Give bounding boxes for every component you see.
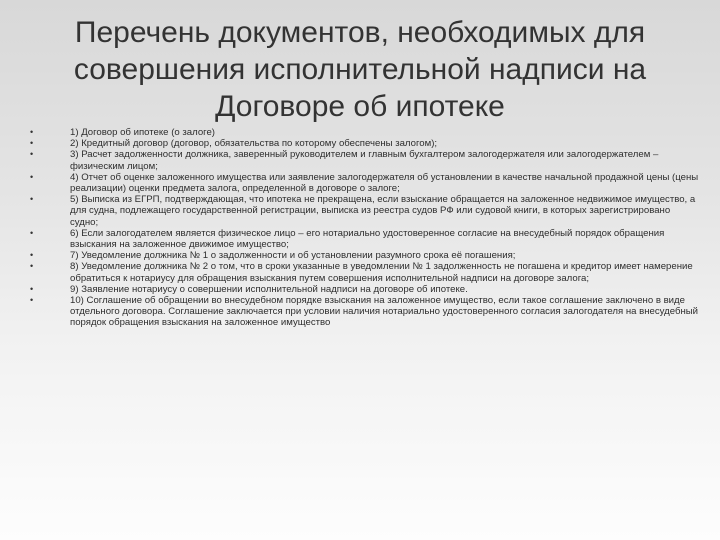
list-item-text: 2) Кредитный договор (договор, обязательства по которому обеспечены залогом); — [70, 138, 438, 150]
list-item-text: 3) Расчет задолженности должника, заверенный руководителем и главным бухгалтером залогодержателя или залогодержателем – физическим лицом; — [70, 149, 659, 172]
bullet-icon: • — [30, 261, 34, 272]
bullet-icon: • — [30, 127, 34, 137]
list-item-text: 6) Если залогодателем является физическое лицо – его нотариально удостоверенное согласие на внесудебный порядок обращения взыскания на заложенное движимое имущество; — [70, 227, 665, 251]
bullet-icon: • — [30, 149, 34, 160]
list-item — [30, 194, 700, 228]
list-item-text: 4) Отчет об оценке заложенного имущества или заявление залогодержателя об установлении в качестве начальной продажной цены (цены реализации) оценки предмета залога, определенной в договоре о залоге; — [70, 171, 699, 195]
document-list — [30, 127, 700, 329]
bullet-icon: • — [30, 295, 34, 306]
list-item — [30, 284, 700, 295]
bullet-icon: • — [30, 250, 34, 261]
list-item-text: 8) Уведомление должника № 2 о том, что в сроки указанные в уведомлении № 1 задолженность не погашена и кредитор имеет намерение обратиться к нотариусу для обращения взыскания путем совершения исполнительной надписи на договоре залога; — [70, 261, 693, 284]
bullet-icon: • — [30, 194, 34, 205]
list-item — [30, 295, 700, 329]
list-item — [30, 149, 700, 171]
list-item-text: 1) Договор об ипотеке (о залоге) — [70, 127, 215, 138]
list-item-text: 7) Уведомление должника № 1 о задолженности и об установлении разумного срока её погашения; — [70, 250, 516, 262]
list-item-text: 10) Соглашение об обращении во внесудебном порядке взыскания на заложенное имущество, если такое соглашение заключено в виде отдельного договора. Соглашение заключается при условии наличия нотариально удостоверенного согласия залогодателя на внесудебный порядок обращения взыскания на заложенное имущество — [70, 295, 699, 329]
list-item — [30, 172, 700, 194]
bullet-icon: • — [30, 227, 34, 238]
list-item — [30, 250, 700, 261]
bullet-icon: • — [30, 138, 34, 149]
slide-title: Перечень документов, необходимых для совершения исполнительной надписи на Договоре об ипотеке — [73, 16, 647, 123]
list-item — [30, 261, 700, 283]
list-item-text: 5) Выписка из ЕГРП, подтверждающая, что ипотека не прекращена, если взыскание обращается на заложенное недвижимое имущество, а для судна, подлежащего государственной регистрации, выписка из реестра судов РФ или судовой книги, в которых зарегистрировано судно; — [70, 194, 696, 228]
list-item — [30, 228, 700, 250]
list-item — [30, 138, 700, 149]
bullet-icon: • — [30, 283, 34, 294]
bullet-icon: • — [30, 171, 34, 182]
list-item — [30, 127, 700, 138]
list-item-text: 9) Заявление нотариусу о совершении исполнительной надписи на договоре об ипотеке. — [70, 283, 468, 295]
